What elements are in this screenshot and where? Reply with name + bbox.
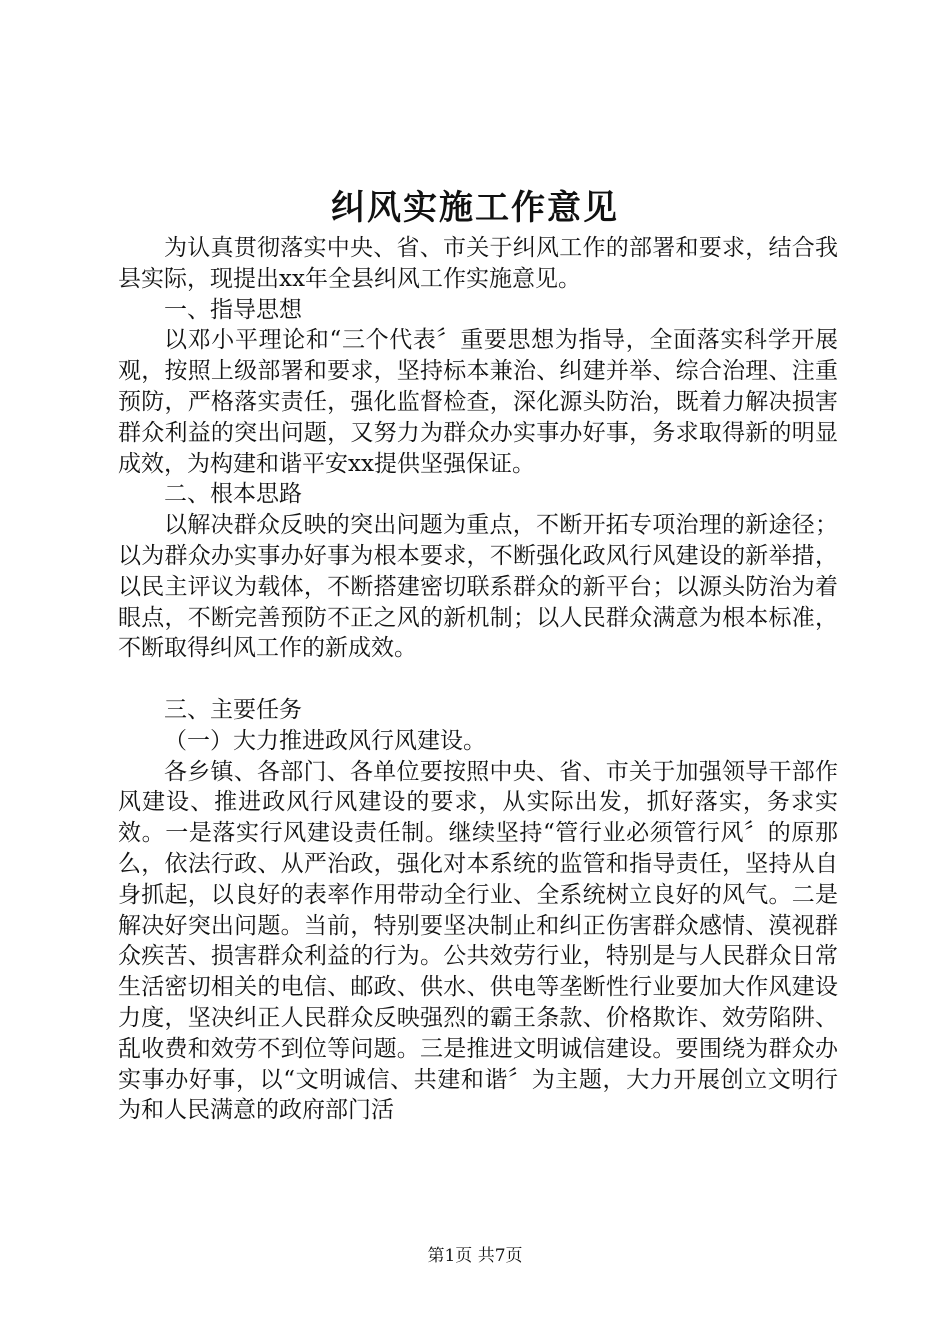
page-number-footer: 第1页 共7页 — [427, 1246, 523, 1266]
subheading-task-one: （一）大力推进政风行风建设。 — [164, 727, 486, 754]
heading-guiding-ideology: 一、指导思想 — [164, 296, 302, 323]
heading-basic-approach: 二、根本思路 — [164, 481, 302, 508]
paragraph-guiding-ideology: 以邓小平理论和“三个代表〞重要思想为指导，全面落实科学开展观，按照上级部署和要求，坚持标本兼治、纠建并举、综合治理、注重预防，严格落实责任，强化监督检查，深化源头防治，既着力解决损害群众利益的突出问题，又努力为群众办实事办好事，务求取得新的明显成效，为构建和谐平安xx提供坚强保证。 — [118, 327, 838, 477]
paragraph-basic-approach: 以解决群众反映的突出问题为重点，不断开拓专项治理的新途径；以为群众办实事办好事为根本要求，不断强化政风行风建设的新举措，以民主评议为载体，不断搭建密切联系群众的新平台；以源头防治为着眼点，不断完善预防不正之风的新机制；以人民群众满意为根本标准，不断取得纠风工作的新成效。 — [118, 512, 838, 662]
document-body — [118, 233, 838, 1126]
heading-main-tasks: 三、主要任务 — [164, 696, 302, 723]
paragraph-intro: 为认真贯彻落实中央、省、市关于纠风工作的部署和要求，结合我县实际，现提出xx年全县纠风工作实施意见。 — [118, 235, 838, 292]
document-title: 纠风实施工作意见 — [331, 188, 619, 228]
paragraph-task-one: 各乡镇、各部门、各单位要按照中央、省、市关于加强领导干部作风建设、推进政风行风建设的要求，从实际出发，抓好落实，务求实效。一是落实行风建设责任制。继续坚持“管行业必须管行风〞的原那么，依法行政、从严治政，强化对本系统的监管和指导责任，坚持从自身抓起，以良好的表率作用带动全行业、全系统树立良好的风气。二是解决好突出问题。当前，特别要坚决制止和纠正伤害群众感情、漠视群众疾苦、损害群众利益的行为。公共效劳行业，特别是与人民群众日常生活密切相关的电信、邮政、供水、供电等垄断性行业要加大作风建设力度，坚决纠正人民群众反映强烈的霸王条款、价格欺诈、效劳陷阱、乱收费和效劳不到位等问题。三是推进文明诚信建设。要围绕为群众办实事办好事，以“文明诚信、共建和谐〞为主题，大力开展创立文明行为和人民满意的政府部门活 — [118, 758, 838, 1124]
